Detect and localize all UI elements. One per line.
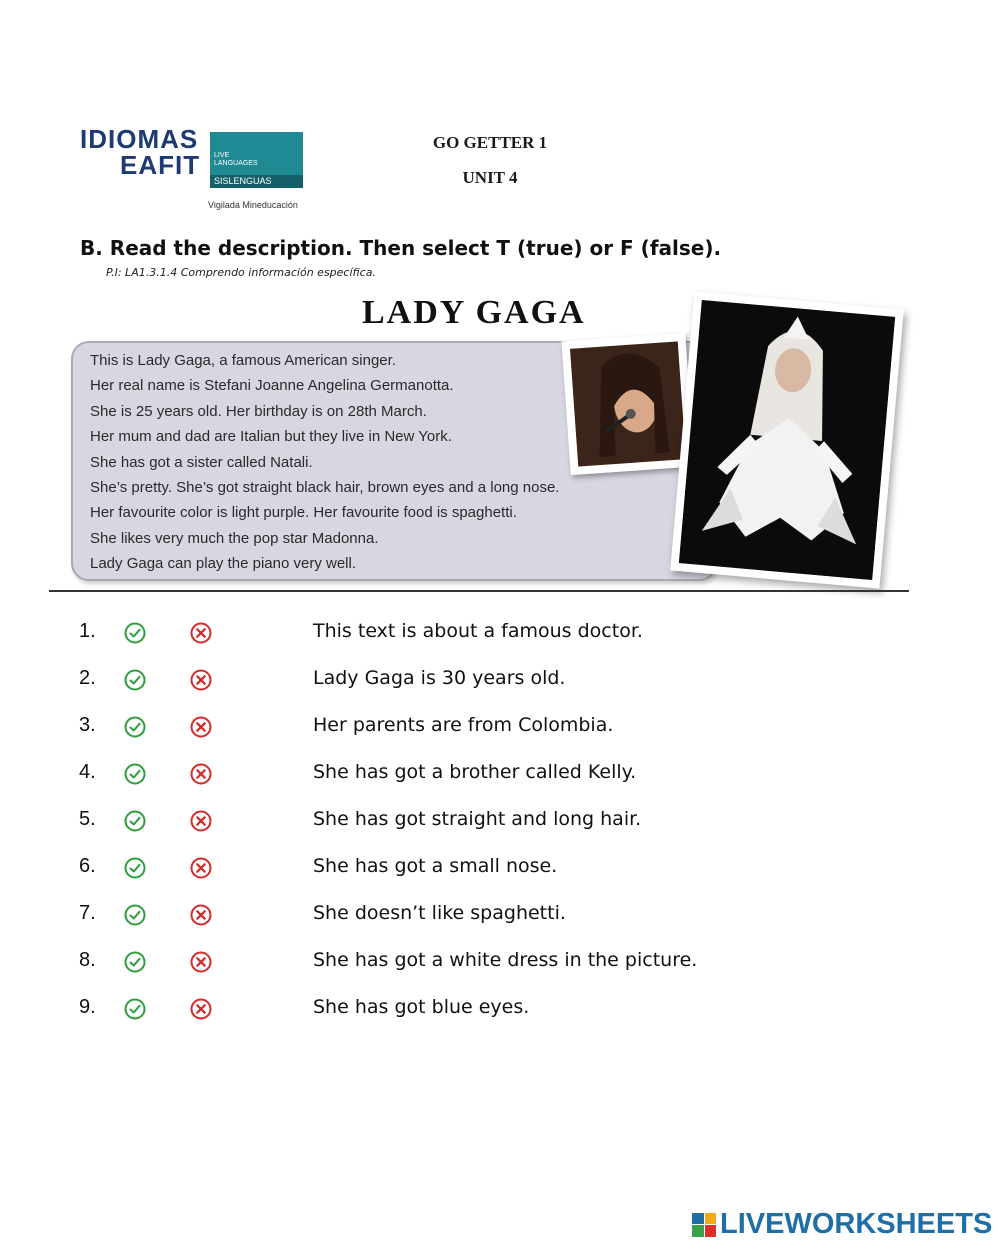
question-number: 8.	[79, 949, 96, 971]
question-number: 3.	[79, 714, 96, 736]
check-circle-icon[interactable]	[124, 951, 146, 973]
question-text: This text is about a famous doctor.	[313, 620, 643, 642]
question-text: She has got blue eyes.	[313, 996, 530, 1018]
logo-languages: LANGUAGES	[214, 160, 258, 167]
photo-singing-image	[570, 341, 686, 466]
check-circle-icon[interactable]	[124, 998, 146, 1020]
photo-singing	[561, 333, 694, 475]
question-number: 6.	[79, 855, 96, 877]
reading-line: Her favourite color is light purple. Her favourite food is spaghetti.	[90, 504, 517, 522]
photo-white-dress-image	[679, 300, 895, 580]
question-number: 5.	[79, 808, 96, 830]
question-text: She has got a small nose.	[313, 855, 558, 877]
reading-line: She likes very much the pop star Madonna.	[90, 529, 379, 547]
reading-line: Her mum and dad are Italian but they live in New York.	[90, 428, 452, 446]
check-circle-icon[interactable]	[124, 810, 146, 832]
logo-sislenguas-box	[210, 132, 303, 188]
x-circle-icon[interactable]	[190, 622, 212, 644]
question-row	[0, 714, 1000, 754]
x-circle-icon[interactable]	[190, 810, 212, 832]
question-text: Lady Gaga is 30 years old.	[313, 667, 566, 689]
check-circle-icon[interactable]	[124, 669, 146, 691]
check-circle-icon[interactable]	[124, 763, 146, 785]
unit-label: UNIT 4	[462, 168, 518, 187]
x-circle-icon[interactable]	[190, 716, 212, 738]
x-circle-icon[interactable]	[190, 951, 212, 973]
question-text: She has got a brother called Kelly.	[313, 761, 637, 783]
x-circle-icon[interactable]	[190, 904, 212, 926]
question-text: Her parents are from Colombia.	[313, 714, 614, 736]
check-circle-icon[interactable]	[124, 904, 146, 926]
logo-sislenguas: SISLENGUAS	[210, 175, 303, 188]
x-circle-icon[interactable]	[190, 669, 212, 691]
question-text: She has got straight and long hair.	[313, 808, 642, 830]
reading-line: This is Lady Gaga, a famous American singer.	[90, 352, 396, 369]
x-circle-icon[interactable]	[190, 763, 212, 785]
reading-title: LADY GAGA	[362, 294, 586, 331]
performance-indicator: P.I: LA1.3.1.4 Comprendo información específica.	[106, 266, 376, 279]
section-divider	[49, 590, 909, 592]
check-circle-icon[interactable]	[124, 622, 146, 644]
footer-brand-text: LIVEWORKSHEETS	[720, 1208, 993, 1240]
logo-idiomas: IDIOMAS	[80, 124, 199, 154]
logo-live: LIVE	[214, 152, 230, 159]
liveworksheets-logo-icon	[692, 1213, 716, 1237]
question-number: 2.	[79, 667, 96, 689]
reading-line: Her real name is Stefani Joanne Angelina Germanotta.	[90, 377, 454, 395]
question-text: She doesn’t like spaghetti.	[313, 902, 566, 924]
question-row	[0, 855, 1000, 895]
question-number: 1.	[79, 620, 96, 642]
photo-white-dress	[670, 291, 904, 588]
question-number: 9.	[79, 996, 96, 1018]
question-row	[0, 667, 1000, 707]
question-row	[0, 996, 1000, 1036]
question-row	[0, 808, 1000, 848]
question-number: 4.	[79, 761, 96, 783]
question-row	[0, 949, 1000, 989]
check-circle-icon[interactable]	[124, 716, 146, 738]
x-circle-icon[interactable]	[190, 857, 212, 879]
reading-line: She has got a sister called Natali.	[90, 453, 313, 471]
question-number: 7.	[79, 902, 96, 924]
logo-subtitle: Vigilada Mineducación	[208, 200, 298, 210]
reading-line: Lady Gaga can play the piano very well.	[90, 555, 356, 573]
question-row	[0, 902, 1000, 942]
check-circle-icon[interactable]	[124, 857, 146, 879]
reading-line: She is 25 years old. Her birthday is on 28th March.	[90, 402, 427, 420]
instruction: B. Read the description. Then select T (true) or F (false).	[80, 236, 722, 260]
question-row	[0, 761, 1000, 801]
question-row	[0, 620, 1000, 660]
reading-line: She’s pretty. She’s got straight black hair, brown eyes and a long nose.	[90, 478, 560, 496]
footer-brand	[692, 1208, 992, 1241]
logo-eafit: EAFIT	[120, 150, 201, 180]
book-title: GO GETTER 1	[432, 133, 548, 152]
question-text: She has got a white dress in the picture.	[313, 949, 698, 971]
x-circle-icon[interactable]	[190, 998, 212, 1020]
